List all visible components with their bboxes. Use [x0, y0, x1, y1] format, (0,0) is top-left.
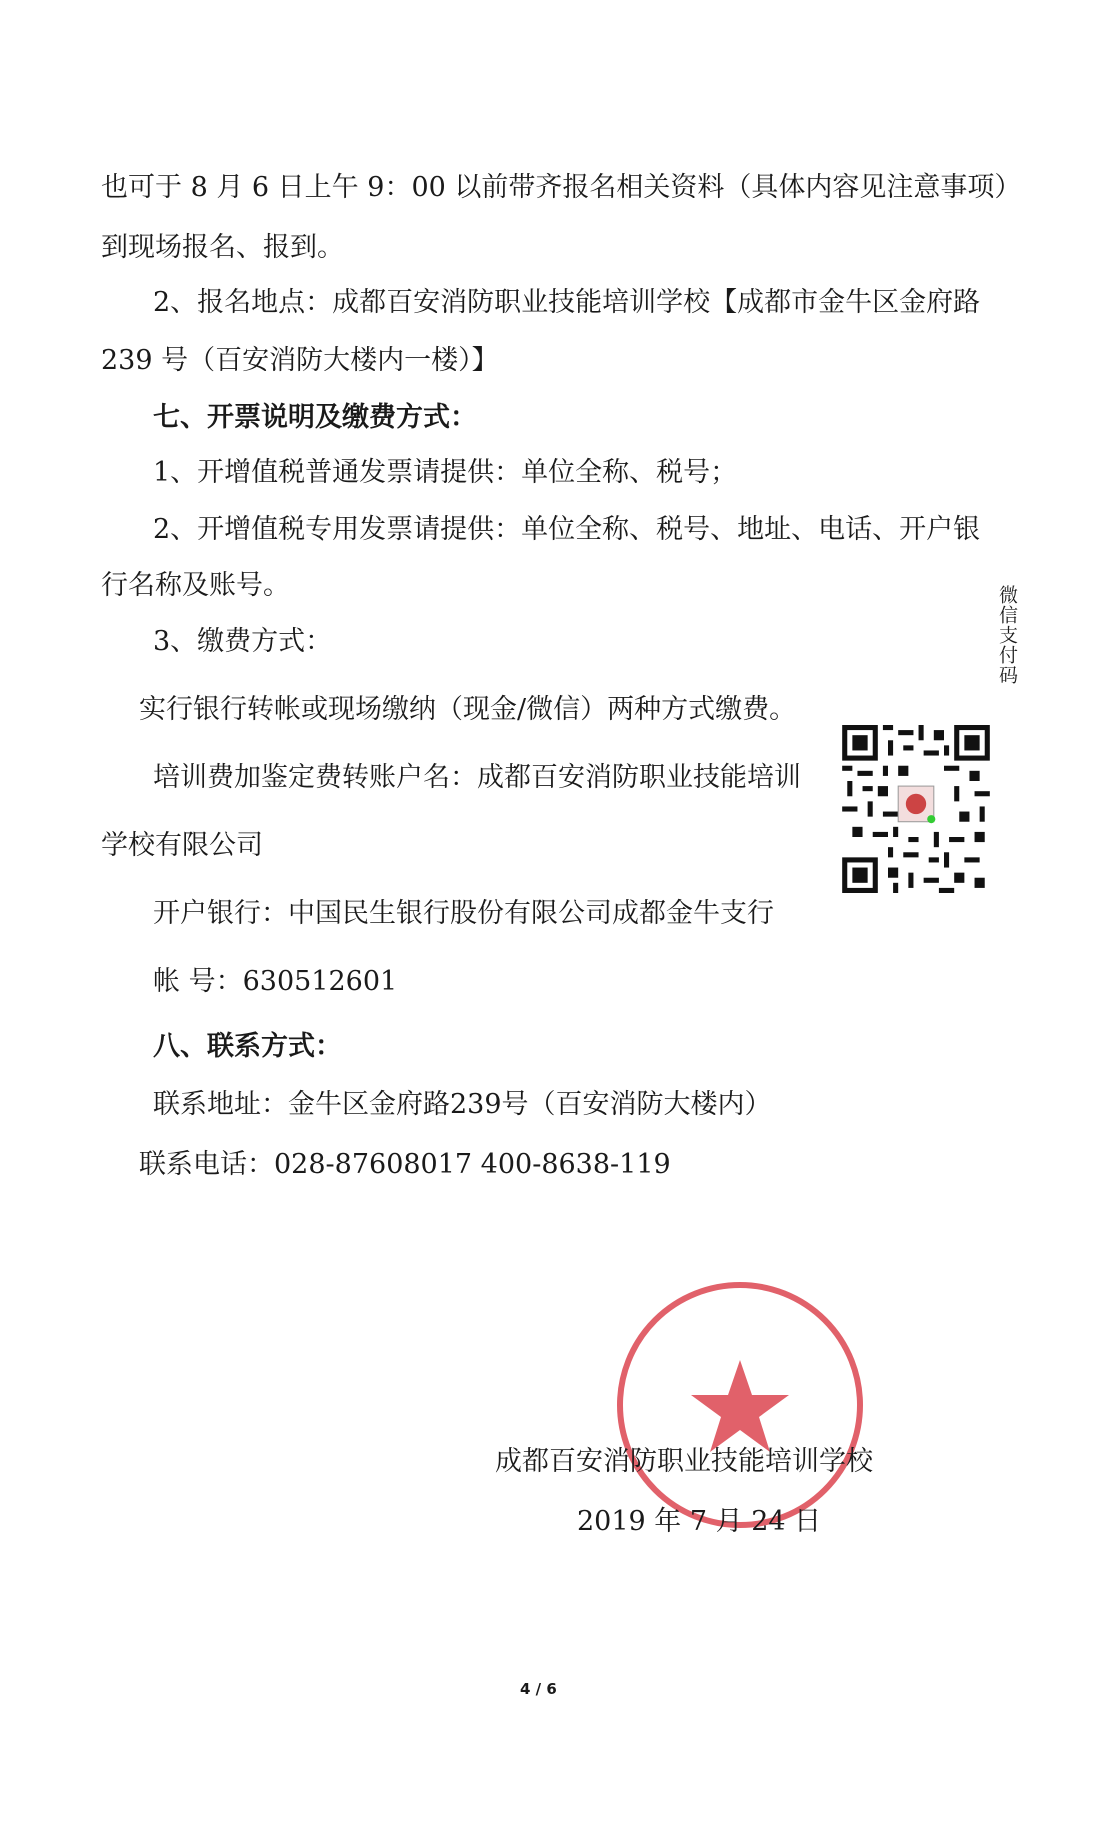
body-line: 1、开增值税普通发票请提供：单位全称、税号； [153, 457, 738, 488]
signature-org: 成都百安消防职业技能培训学校 [495, 1446, 873, 1477]
wechat-pay-qr-code [842, 725, 990, 893]
body-line: 3、缴费方式： [153, 626, 333, 657]
contact-phone: 联系电话：028-87608017 400-8638-119 [139, 1149, 671, 1180]
bank-account-line: 帐 号：630512601 [153, 966, 398, 997]
body-line: 开户银行：中国民生银行股份有限公司成都金牛支行 [153, 898, 774, 929]
signature-date: 2019 年 7 月 24 日 [577, 1506, 822, 1537]
body-line: 到现场报名、报到。 [101, 232, 344, 263]
body-line: 实行银行转帐或现场缴纳（现金/微信）两种方式缴费。 [139, 694, 797, 725]
body-line: 2、开增值税专用发票请提供：单位全称、税号、地址、电话、开户银 [153, 514, 981, 545]
section-heading-invoice: 七、开票说明及缴费方式： [153, 402, 477, 433]
page-number: 4 / 6 [520, 1680, 557, 1698]
body-line: 2、报名地点：成都百安消防职业技能培训学校【成都市金牛区金府路 [153, 287, 981, 318]
body-line: 培训费加鉴定费转账户名：成都百安消防职业技能培训 [153, 762, 801, 793]
body-line: 239 号（百安消防大楼内一楼）】 [101, 345, 499, 376]
body-line: 行名称及账号。 [101, 570, 290, 601]
body-line: 学校有限公司 [101, 830, 263, 861]
official-seal [610, 1275, 870, 1535]
contact-address: 联系地址：金牛区金府路239号（百安消防大楼内） [153, 1089, 772, 1120]
qr-caption: 微信支付码 [996, 585, 1018, 685]
section-heading-contact: 八、联系方式： [153, 1031, 342, 1062]
body-line: 也可于 8 月 6 日上午 9：00 以前带齐报名相关资料（具体内容见注意事项） [101, 172, 1022, 203]
